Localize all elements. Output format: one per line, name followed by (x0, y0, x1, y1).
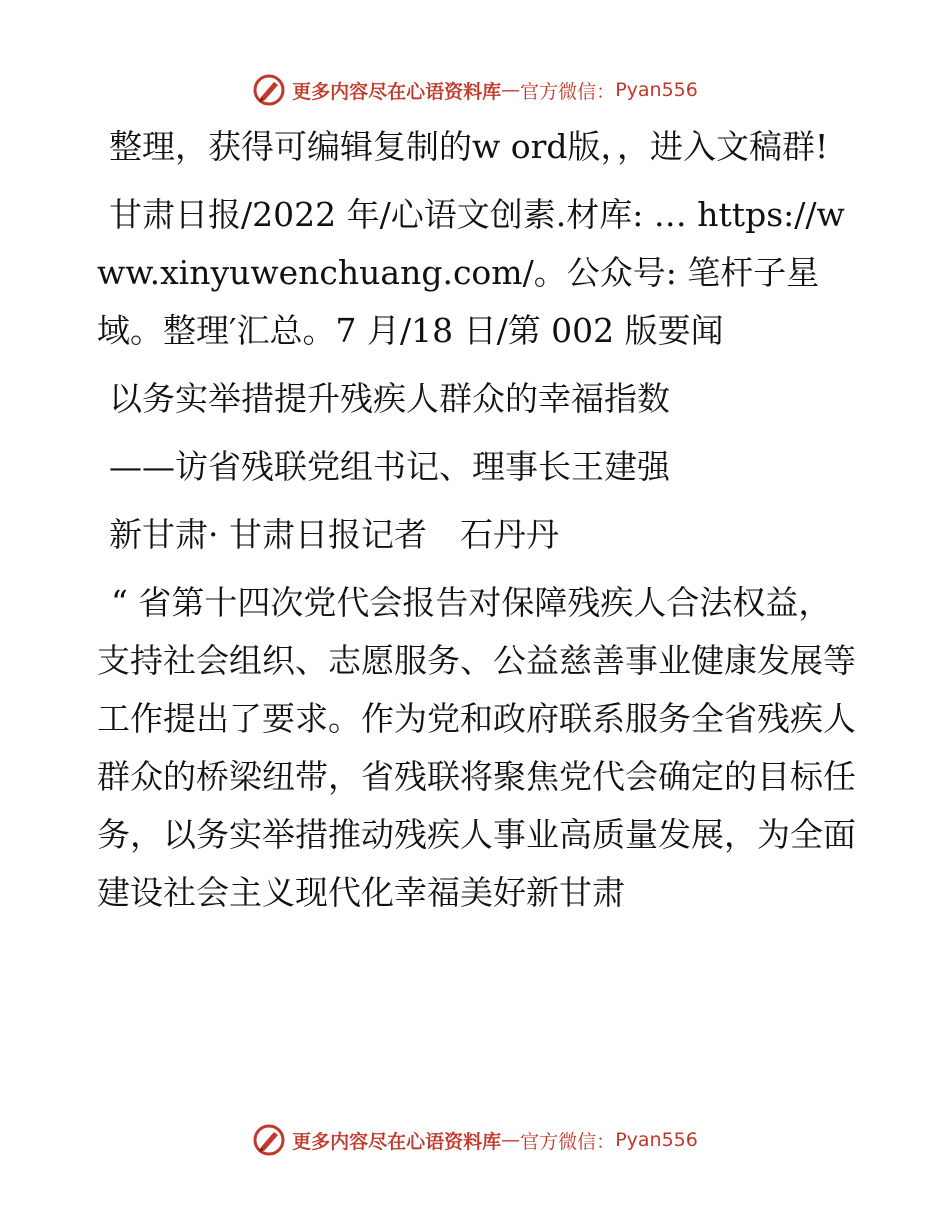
watermark-text: 更多内容尽在心语资料库 (292, 1130, 502, 1153)
article-subtitle: ——访省残联党组书记、理事长王建强 (109, 447, 670, 486)
watermark-separator: — (501, 1129, 521, 1151)
paragraph-intro: 整理，获得可编辑复制的w ord版，，进入文稿群! (109, 127, 829, 166)
pen-circle-logo-icon (252, 73, 286, 107)
pen-circle-logo-icon (252, 1123, 286, 1157)
footer-watermark (0, 1120, 950, 1160)
article-byline: 新甘肃· 甘肃日报记者 石丹丹 (109, 515, 559, 554)
paragraph-source: 甘肃日报/2022 年/心语文创素.材库: … https://www.xinyuwenchuang.com/。公众号: 笔杆子星域。整理′汇总。7 月/18 日/第 002 版要闻 (97, 195, 845, 350)
paragraph-body: “ 省第十四次党代会报告对保障残疾人合法权益，支持社会组织、志愿服务、公益慈善事业健康发展等工作提出了要求。作为党和政府联系服务全省残疾人群众的桥梁纽带，省残联将聚焦党代会确定的目标任务，以务实举措推动残疾人事业高质量发展，为全面建设社会主义现代化幸福美好新甘肃 (97, 583, 856, 912)
header-watermark (0, 70, 950, 110)
document-body (97, 118, 857, 932)
watermark-label: 官方微信： (520, 80, 616, 103)
watermark-id: Pyan556 (615, 1129, 698, 1151)
article-title: 以务实举措提升残疾人群众的幸福指数 (109, 379, 670, 418)
watermark-id: Pyan556 (615, 79, 698, 101)
watermark-label: 官方微信： (520, 1130, 616, 1153)
watermark-separator: — (501, 79, 521, 101)
watermark-text: 更多内容尽在心语资料库 (292, 80, 502, 103)
